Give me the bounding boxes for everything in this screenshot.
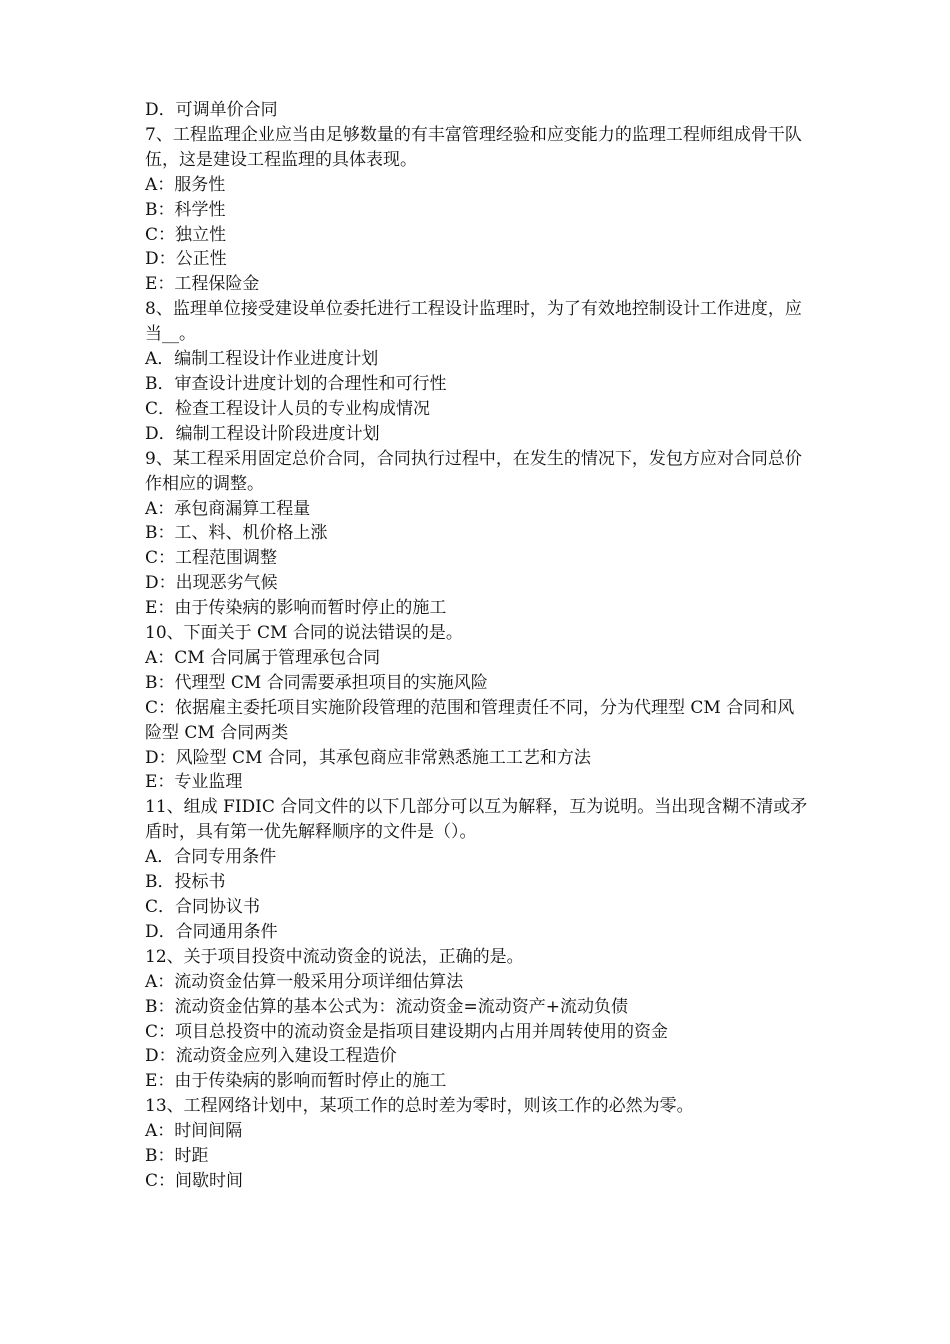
answer-option: B：时距 (145, 1146, 209, 1167)
answer-option: C：间歇时间 (145, 1170, 244, 1191)
question-stem: 9、某工程采用固定总价合同，合同执行过程中，在发生的情况下，发包方应对合同总价作相应的调整。 (145, 448, 802, 494)
answer-option: C：依据雇主委托项目实施阶段管理的范围和管理责任不同，分为代理型 CM 合同和风险型 CM 合同两类 (145, 697, 795, 743)
answer-option: A：承包商漏算工程量 (145, 498, 311, 519)
answer-option: D：风险型 CM 合同，其承包商应非常熟悉施工工艺和方法 (145, 747, 591, 768)
answer-option: B：代理型 CM 合同需要承担项目的实施风险 (145, 672, 488, 693)
answer-option: D：公正性 (145, 249, 227, 270)
answer-option: C．合同协议书 (145, 897, 261, 917)
question-stem: 7、工程监理企业应当由足够数量的有丰富管理经验和应变能力的监理工程师组成骨干队伍，这是建设工程监理的具体表现。 (145, 124, 802, 170)
answer-option: B：流动资金估算的基本公式为：流动资金=流动资产+流动负债 (145, 996, 628, 1017)
question-stem: 10、下面关于 CM 合同的说法错误的是。 (145, 623, 463, 644)
answer-option: D．合同通用条件 (145, 921, 278, 942)
answer-option: C：项目总投资中的流动资金是指项目建设期内占用并周转使用的资金 (145, 1021, 669, 1042)
answer-option: A：CM 合同属于管理承包合同 (145, 647, 381, 668)
question-stem: 8、监理单位接受建设单位委托进行工程设计监理时，为了有效地控制设计工作进度，应当__。 (145, 299, 802, 345)
answer-option: D：出现恶劣气候 (145, 573, 278, 594)
answer-option: D．编制工程设计阶段进度计划 (145, 423, 380, 444)
answer-option: E：工程保险金 (145, 274, 260, 295)
answer-option: D：流动资金应列入建设工程造价 (145, 1046, 397, 1067)
document-page (145, 98, 810, 1194)
answer-option: E：专业监理 (145, 772, 243, 793)
answer-option: E：由于传染病的影响而暂时停止的施工 (145, 1071, 447, 1092)
answer-option: A：服务性 (145, 174, 226, 195)
answer-option: A．合同专用条件 (145, 847, 277, 868)
answer-option: A．编制工程设计作业进度计划 (145, 349, 379, 370)
question-stem: 11、组成 FIDIC 合同文件的以下几部分可以互为解释，互为说明。当出现含糊不清或矛盾时，具有第一优先解释顺序的文件是（）。 (145, 797, 808, 843)
answer-option: B．审查设计进度计划的合理性和可行性 (145, 373, 447, 394)
answer-option: B：科学性 (145, 199, 226, 220)
answer-option: B．投标书 (145, 872, 226, 893)
answer-option: A：时间间隔 (145, 1121, 243, 1142)
answer-option: C：工程范围调整 (145, 548, 278, 569)
question-stem: 13、工程网络计划中，某项工作的总时差为零时，则该工作的必然为零。 (145, 1096, 694, 1117)
answer-option: B：工、料、机价格上涨 (145, 523, 328, 544)
answer-option: D．可调单价合同 (145, 100, 278, 120)
answer-option: C．检查工程设计人员的专业构成情况 (145, 398, 431, 419)
answer-option: C：独立性 (145, 224, 227, 245)
question-stem: 12、关于项目投资中流动资金的说法，正确的是。 (145, 946, 524, 967)
answer-option: E：由于传染病的影响而暂时停止的施工 (145, 598, 447, 619)
answer-option: A：流动资金估算一般采用分项详细估算法 (145, 971, 464, 992)
